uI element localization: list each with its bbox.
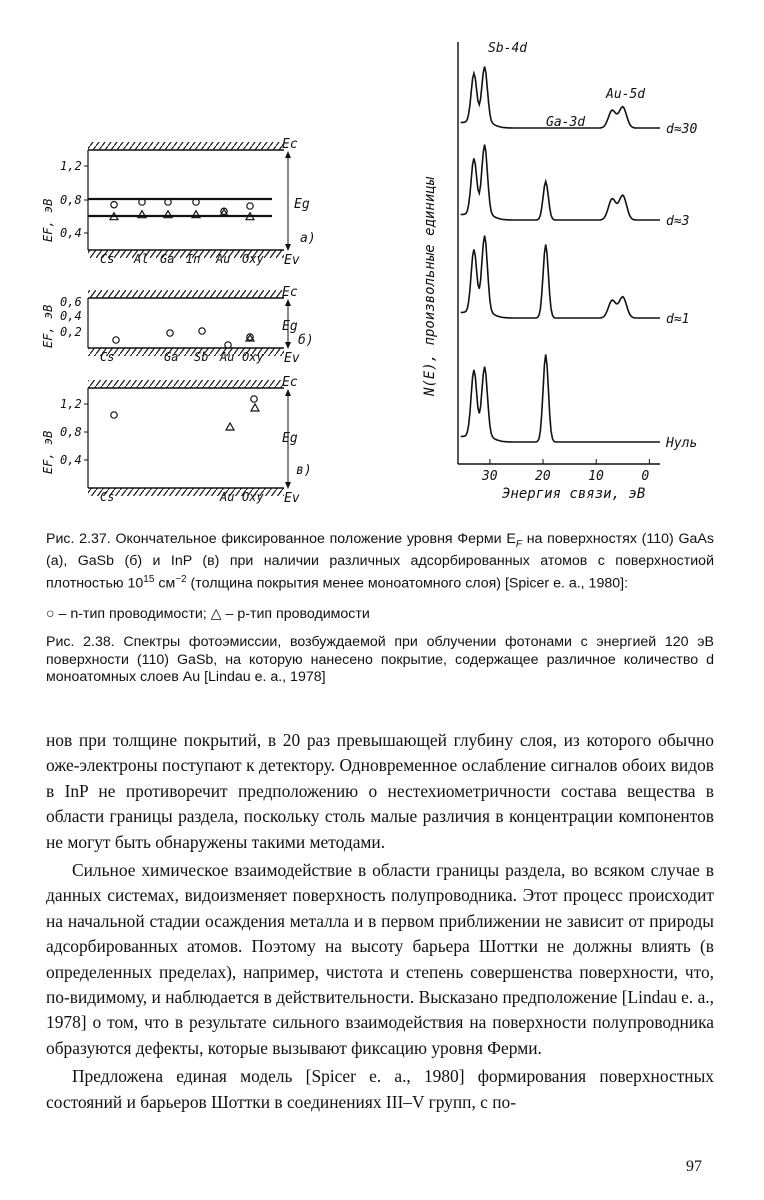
panel-label: б) (298, 333, 314, 348)
n-type-mark (247, 203, 253, 209)
series-label: Нуль (666, 436, 698, 451)
caption-text: (толщина покрытия менее моноатомного слоя) [Spicer e. a., 1980]: (186, 575, 629, 592)
series-label: d≈3 (666, 214, 690, 229)
n-type-mark (225, 342, 231, 348)
x-tick-label: 0 (641, 469, 650, 484)
y-tick: 0,4 (60, 453, 82, 467)
conduction-hatch (88, 142, 284, 150)
y-tick: 0,6 (60, 295, 82, 309)
ev-label: Ev (284, 491, 300, 506)
y-axis-label: N(E), произвольные единицы (422, 176, 438, 396)
figure-2-37 (36, 138, 366, 508)
figure-2-37-caption (46, 531, 714, 593)
x-tick-label: 30 (481, 469, 498, 484)
eg-label: Eg (282, 319, 298, 334)
x-label: Au (220, 350, 235, 364)
peak-label-au: Au-5d (606, 87, 646, 102)
p-type-mark (251, 404, 259, 411)
y-axis-label: EF, эВ (41, 198, 55, 242)
x-label: Cs (100, 252, 115, 266)
y-tick: 0,2 (60, 325, 82, 339)
x-tick-label: 10 (588, 469, 604, 484)
ev-label: Ev (284, 253, 300, 268)
x-tick-label: 20 (535, 469, 551, 484)
ec-label: Ec (282, 375, 298, 390)
y-tick: 1,2 (60, 397, 82, 411)
x-label: Oxy (242, 490, 264, 504)
x-label: Oxy (242, 350, 264, 364)
n-type-mark (199, 328, 205, 334)
caption-text: см (154, 575, 176, 592)
tick-layer (481, 459, 649, 484)
panel-a (41, 137, 316, 268)
p-type-marks (110, 209, 254, 219)
ec-label: Ec (282, 285, 298, 300)
paragraph: нов при толщине покрытий, в 20 раз превышающей глубину слоя, из которого обычно оже-электроны поступают к детектору. Одновременное ослабление сигналов обоих видов в InP не противоречит предположению о нестехиометричности состава вещества в области границы раздела, поскольку столь малые различия в концентрации компонентов не могут быть обнаружены такими методами. (46, 730, 714, 852)
x-axis-label: Энергия связи, эВ (502, 486, 646, 502)
paragraph: Сильное химическое взаимодействие в области границы раздела, во всяком случае в данных системах, видоизменяет поверхность полупроводника. Этот процесс происходит на начальной стадии осаждения металла и в первом приближении не зависит от природы адсорбированных атомов. Поэтому на высоту барьера Шоттки не должны влиять (в определенных пределах), например, чистота и степень совершенства поверхности, что, по-видимому, и наблюдается в действительности. Высказано предположение [Lindau e. a., 1978] о том, что в результате сильного взаимодействия на поверхности полупроводника образуются дефекты, которые вызывают фиксацию уровня Ферми. (46, 860, 714, 1058)
page-number: 97 (686, 1158, 702, 1175)
peak-label-ga: Ga-3d (546, 115, 586, 130)
ev-label: Ev (284, 351, 300, 366)
y-axis-label: EF, эВ (41, 304, 55, 348)
x-label: In (186, 252, 201, 266)
x-label: Au (216, 252, 231, 266)
caption-sup: 15 (143, 573, 155, 585)
ec-label: Ec (282, 137, 298, 152)
x-label: Au (220, 490, 235, 504)
n-type-marks (111, 199, 253, 215)
series-line (461, 236, 660, 318)
figure-legend: ○ – n-тип проводимости; △ – p-тип проводимости (46, 606, 370, 622)
caption-text: на поверхностях (110) GaAs (а), GaSb (б) и InP (в) при наличии различных адсорбированных атомов с поверхностиой плотностью 10 (46, 531, 714, 592)
panel-b (41, 285, 314, 366)
y-tick: 0,4 (60, 226, 82, 240)
figure-2-38-chart (404, 28, 698, 518)
caption-sup: −2 (175, 573, 187, 585)
n-type-mark (111, 412, 117, 418)
y-tick: 0,8 (60, 193, 82, 207)
paragraph: Предложена единая модель [Spicer e. a., 1980] формирования поверхностных состояний и барьеров Шоттки в соединениях III–V групп, с по- (46, 1066, 714, 1112)
series-label: d≈1 (666, 312, 690, 327)
caption-sub: F (515, 538, 522, 550)
n-type-mark (167, 330, 173, 336)
x-label: Cs (100, 490, 115, 504)
eg-label: Eg (294, 197, 310, 212)
n-type-mark (251, 396, 257, 402)
n-type-mark (111, 201, 117, 207)
x-label: Ga (164, 350, 179, 364)
y-tick: 0,4 (60, 309, 82, 323)
eg-label: Eg (282, 431, 298, 446)
x-label: Cs (100, 350, 115, 364)
series-label: d≈30 (666, 122, 698, 137)
x-label: Al (134, 252, 149, 266)
p-type-mark (226, 423, 234, 430)
panel-c (41, 375, 312, 506)
series-line (461, 145, 660, 220)
panel-label: в) (296, 463, 312, 478)
y-tick: 1,2 (60, 159, 82, 173)
y-tick: 0,8 (60, 425, 82, 439)
series-line (461, 355, 660, 443)
n-type-mark (113, 337, 119, 343)
caption-text: Рис. 2.37. Окончательное фиксированное положение уровня Ферми E (46, 531, 516, 547)
peak-label-sb: Sb-4d (488, 41, 528, 56)
x-label: Sb (194, 350, 209, 364)
x-label: Oxy (242, 252, 264, 266)
body-text (46, 728, 714, 1115)
x-label: Ga (160, 252, 175, 266)
y-axis-label: EF, эВ (41, 430, 55, 474)
figure-2-38-caption: Рис. 2.38. Спектры фотоэмиссии, возбуждаемой при облучении фотонами с энергией 120 эВ поверхности (110) GaSb, на которую нанесено покрытие, содержащее различное количество d моноатомных слоев Au [Lindau e. a., 1978] (46, 634, 714, 685)
panel-label: а) (300, 231, 316, 246)
